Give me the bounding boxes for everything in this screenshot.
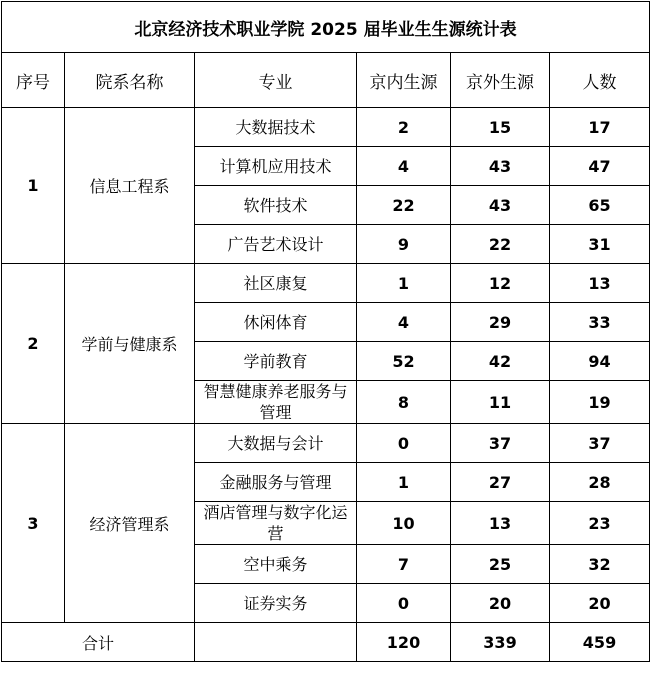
- statistics-table-container: [1, 1, 649, 671]
- local-cell: 7: [357, 545, 451, 584]
- local-cell: 4: [357, 147, 451, 186]
- nonlocal-cell: 22: [451, 225, 550, 264]
- major-cell: 大数据与会计: [195, 424, 357, 463]
- count-cell: 28: [550, 463, 650, 502]
- total-nonlocal: 339: [451, 623, 550, 662]
- nonlocal-cell: 37: [451, 424, 550, 463]
- major-cell: 学前教育: [195, 342, 357, 381]
- count-cell: 37: [550, 424, 650, 463]
- nonlocal-cell: 11: [451, 381, 550, 424]
- total-count: 459: [550, 623, 650, 662]
- major-cell: 空中乘务: [195, 545, 357, 584]
- local-cell: 0: [357, 584, 451, 623]
- nonlocal-cell: 20: [451, 584, 550, 623]
- major-cell: 智慧健康养老服务与管理: [195, 381, 357, 424]
- table-row: [2, 264, 650, 303]
- table-title: 北京经济技术职业学院 2025 届毕业生生源统计表: [2, 2, 650, 53]
- total-row: [2, 623, 650, 662]
- nonlocal-cell: 12: [451, 264, 550, 303]
- table-row: [2, 108, 650, 147]
- local-cell: 1: [357, 463, 451, 502]
- nonlocal-cell: 27: [451, 463, 550, 502]
- header-count: 人数: [550, 53, 650, 108]
- nonlocal-cell: 25: [451, 545, 550, 584]
- local-cell: 22: [357, 186, 451, 225]
- count-cell: 31: [550, 225, 650, 264]
- major-cell: 大数据技术: [195, 108, 357, 147]
- group-seq: 1: [2, 108, 65, 264]
- group-seq: 3: [2, 424, 65, 623]
- major-cell: 金融服务与管理: [195, 463, 357, 502]
- count-cell: 65: [550, 186, 650, 225]
- group-dept: 信息工程系: [65, 108, 195, 264]
- local-cell: 1: [357, 264, 451, 303]
- nonlocal-cell: 15: [451, 108, 550, 147]
- local-cell: 0: [357, 424, 451, 463]
- count-cell: 94: [550, 342, 650, 381]
- header-seq: 序号: [2, 53, 65, 108]
- count-cell: 13: [550, 264, 650, 303]
- nonlocal-cell: 13: [451, 502, 550, 545]
- table-row: [2, 424, 650, 463]
- major-cell: 休闲体育: [195, 303, 357, 342]
- nonlocal-cell: 29: [451, 303, 550, 342]
- count-cell: 20: [550, 584, 650, 623]
- count-cell: 47: [550, 147, 650, 186]
- header-row: [2, 53, 650, 108]
- header-major: 专业: [195, 53, 357, 108]
- local-cell: 9: [357, 225, 451, 264]
- graduate-source-table: [1, 1, 650, 662]
- local-cell: 8: [357, 381, 451, 424]
- nonlocal-cell: 43: [451, 186, 550, 225]
- count-cell: 23: [550, 502, 650, 545]
- count-cell: 33: [550, 303, 650, 342]
- group-dept: 学前与健康系: [65, 264, 195, 424]
- major-cell: 酒店管理与数字化运营: [195, 502, 357, 545]
- count-cell: 17: [550, 108, 650, 147]
- nonlocal-cell: 42: [451, 342, 550, 381]
- major-cell: 社区康复: [195, 264, 357, 303]
- local-cell: 2: [357, 108, 451, 147]
- total-label: 合计: [2, 623, 195, 662]
- count-cell: 32: [550, 545, 650, 584]
- local-cell: 10: [357, 502, 451, 545]
- major-cell: 广告艺术设计: [195, 225, 357, 264]
- header-nonlocal: 京外生源: [451, 53, 550, 108]
- header-dept: 院系名称: [65, 53, 195, 108]
- local-cell: 4: [357, 303, 451, 342]
- total-local: 120: [357, 623, 451, 662]
- nonlocal-cell: 43: [451, 147, 550, 186]
- major-cell: 计算机应用技术: [195, 147, 357, 186]
- count-cell: 19: [550, 381, 650, 424]
- major-cell: 软件技术: [195, 186, 357, 225]
- group-seq: 2: [2, 264, 65, 424]
- major-cell: 证券实务: [195, 584, 357, 623]
- local-cell: 52: [357, 342, 451, 381]
- header-local: 京内生源: [357, 53, 451, 108]
- total-empty-cell: [195, 623, 357, 662]
- group-dept: 经济管理系: [65, 424, 195, 623]
